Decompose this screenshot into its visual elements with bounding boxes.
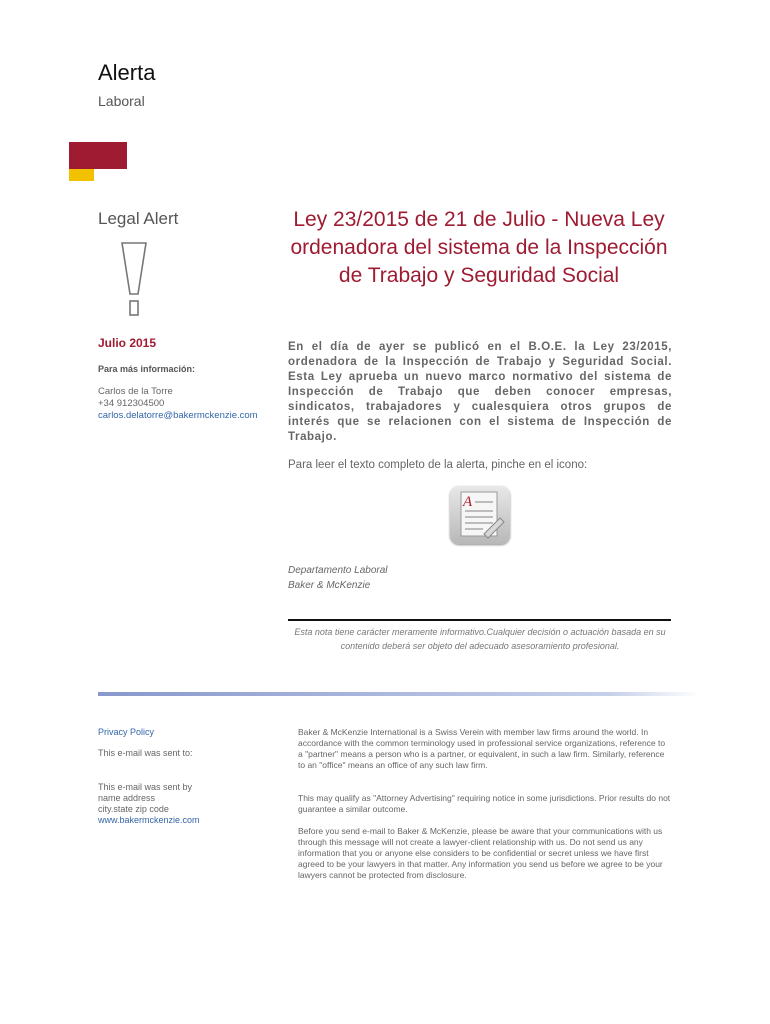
exclamation-icon (121, 242, 147, 318)
sender-city: city.state zip code (98, 804, 169, 814)
read-more-text: Para leer el texto completo de la alerta, pinche en el icono: (288, 459, 588, 471)
brand-logo-accent (69, 169, 94, 181)
document-icon[interactable] (450, 486, 510, 544)
page-title: Alerta (98, 60, 156, 85)
disclaimer-text: Esta nota tiene carácter meramente informativo.Cualquier decisión o actuación basada en su contenido deberá ser objeto del adecuado asesoramiento profesional. (294, 627, 666, 651)
sent-by-text: This e-mail was sent by (98, 782, 193, 792)
page-subtitle: Laboral (98, 93, 145, 109)
alert-date: Julio 2015 (98, 336, 157, 350)
legal-notice-2: This may qualify as "Attorney Advertising" requiring notice in some jurisdictions. Prior results do not guarantee a similar outcome. (298, 793, 671, 814)
more-info-label: Para más información: (98, 364, 196, 374)
contact-name: Carlos de la Torre (98, 386, 173, 397)
sent-to-text: This e-mail was sent to: (98, 748, 193, 758)
contact-phone: +34 912304500 (98, 398, 165, 409)
contact-email-link[interactable]: carlos.delatorre@bakermckenzie.com (98, 410, 258, 421)
sender-address: name address (98, 793, 156, 803)
disclaimer-divider (288, 619, 671, 621)
legal-notice-1: Baker & McKenzie International is a Swiss Verein with member law firms around the world. In accordance with the common terminology used in professional service organizations, reference to a "partner" means a person who is a partner, or equivalent, in such a law firm. Similarly, reference to an "office" means an office of any such law firm. (298, 727, 666, 770)
section-label: Legal Alert (98, 209, 179, 228)
brand-logo-block (69, 142, 127, 169)
privacy-policy-link[interactable]: Privacy Policy (98, 727, 155, 737)
footer-divider (98, 692, 700, 696)
signature-block (288, 563, 388, 593)
svg-text:A: A (463, 494, 473, 510)
website-link[interactable]: www.bakermckenzie.com (98, 815, 200, 825)
sender-block (98, 782, 200, 826)
department-name: Departamento Laboral (288, 565, 388, 576)
legal-notice-3: Before you send e-mail to Baker & McKenzie, please be aware that your communications with us through this message will not create a lawyer-client relationship with us. Do not send us any information that you or anyone else considers to be confidential or secret unless we have first agreed to be your lawyers in that matter. Any information you send us before we agree to be your lawyers cannot be protected from disclosure. (298, 826, 663, 880)
contact-block (98, 386, 258, 422)
article-title: Ley 23/2015 de 21 de Julio - Nueva Ley ordenadora del sistema de la Inspección de Trabajo y Seguridad Social (290, 208, 668, 287)
firm-name: Baker & McKenzie (288, 580, 371, 591)
document-page-icon (450, 486, 510, 544)
article-body: En el día de ayer se publicó en el B.O.E. la Ley 23/2015, ordenadora de la Inspección de Trabajo y Seguridad Social. Esta Ley aprueba un nuevo marco normativo del sistema de Inspección de Trabajo que deben conocer empresas, sindicatos, trabajadores y cualesquiera otros grupos de interés que se relacionen con el sistema de Inspección de Trabajo. (288, 341, 672, 443)
